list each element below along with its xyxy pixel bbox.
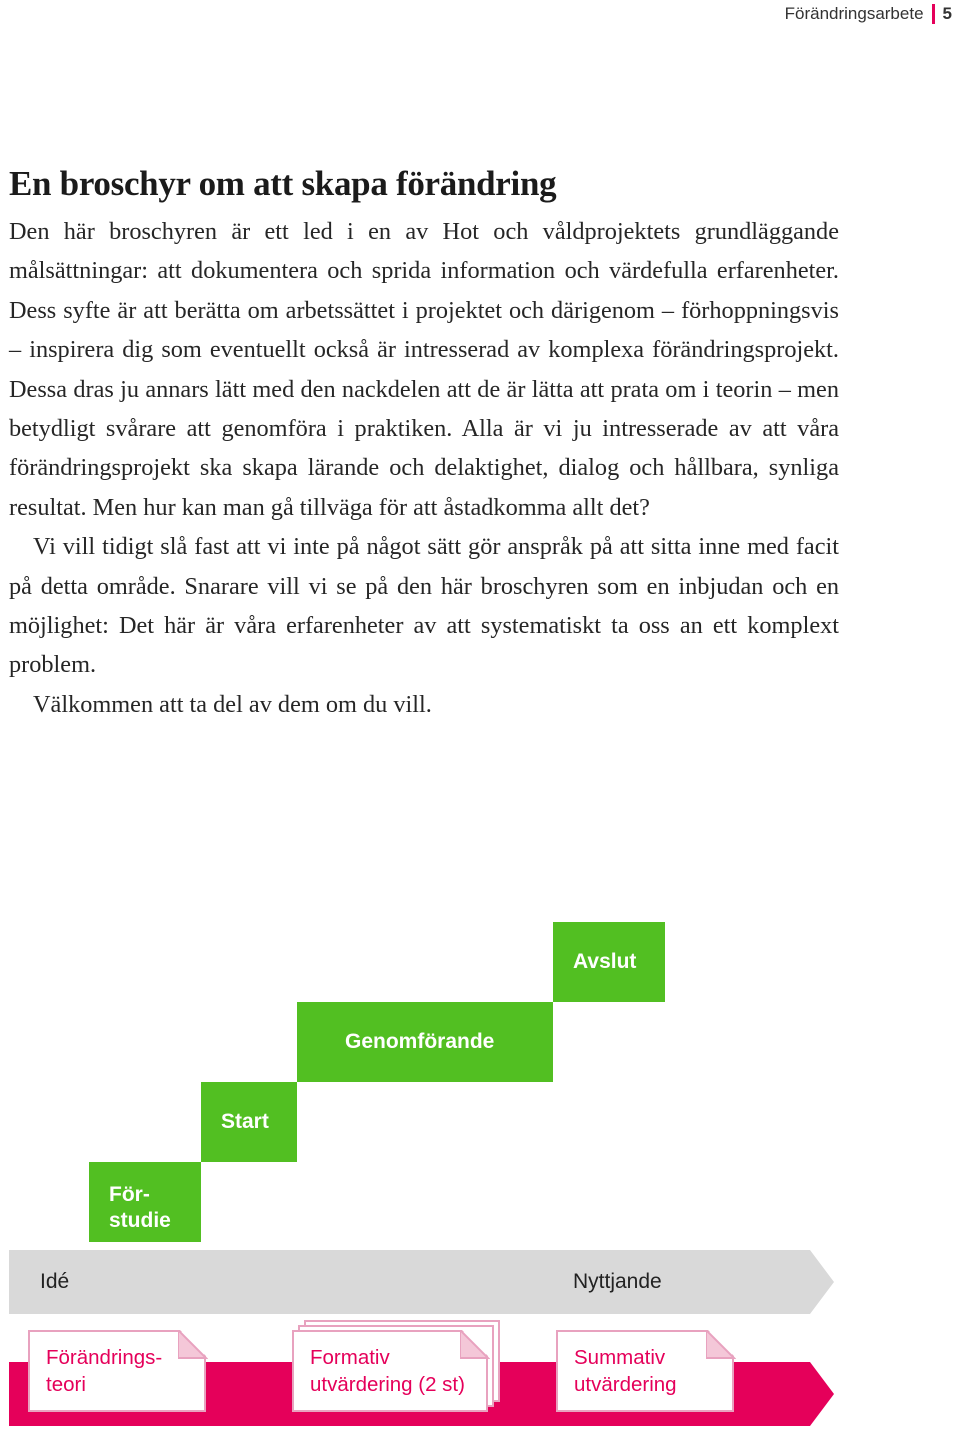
page-fold-icon [706, 1330, 736, 1360]
header-divider [932, 4, 935, 24]
running-header [785, 4, 952, 24]
doc-formativ-utvardering [292, 1330, 488, 1412]
doc-label: teori [46, 1373, 86, 1396]
timeline-start-label: Idé [40, 1270, 70, 1293]
page-fold-icon [460, 1330, 490, 1360]
gray-timeline-arrow [9, 1250, 834, 1314]
body-paragraph: Vi vill tidigt slå fast att vi inte på något sätt gör anspråk på att sitta inne med facit på detta område. Snarare vill vi se på den här broschyren som en inbjudan och en möjlighet: Det här är våra erfarenheter av att systematiskt ta oss an ett komplext problem. [9, 533, 839, 679]
page-fold-icon [178, 1330, 208, 1360]
body-paragraph: Den här broschyren är ett led i en av Hot och våldprojektets grundläggande målsättningar: att dokumentera och sprida information och värdefulla erfarenheter. Dess syfte är att berätta om arbetssättet i projektet och därigenom – förhoppningsvis – inspirera dig som eventuellt också är intresserad av komplexa förändringsprojekt. Dessa dras ju annars lätt med den nackdelen att de är lätta att prata om i teorin – men betydligt svårare att genomföra i praktiken. Alla är vi ju intresserade av att våra förändringsprojekt ska skapa lärande och delaktighet, dialog och hållbara, synliga resultat. Men hur kan man gå tillväga för att åstadkomma allt det? [9, 218, 839, 521]
doc-label: Formativ [310, 1346, 390, 1369]
page-number: 5 [942, 4, 952, 23]
body-paragraph: Välkommen att ta del av dem om du vill. [33, 690, 432, 718]
step-label: Avslut [573, 950, 637, 973]
article-body [9, 212, 839, 724]
step-label: Start [221, 1110, 269, 1133]
doc-label: Förändrings- [46, 1346, 163, 1369]
doc-label: Summativ [574, 1346, 666, 1369]
doc-label: utvärdering (2 st) [310, 1373, 465, 1396]
doc-label: utvärdering [574, 1373, 677, 1396]
process-diagram [0, 910, 960, 1432]
step-label: Genomförande [345, 1030, 495, 1053]
section-name: Förändringsarbete [784, 4, 924, 23]
timeline-end-label: Nyttjande [573, 1270, 662, 1293]
step-label: studie [109, 1209, 171, 1232]
article-title: En broschyr om att skapa förändring [9, 164, 557, 203]
step-label: För- [109, 1183, 150, 1206]
